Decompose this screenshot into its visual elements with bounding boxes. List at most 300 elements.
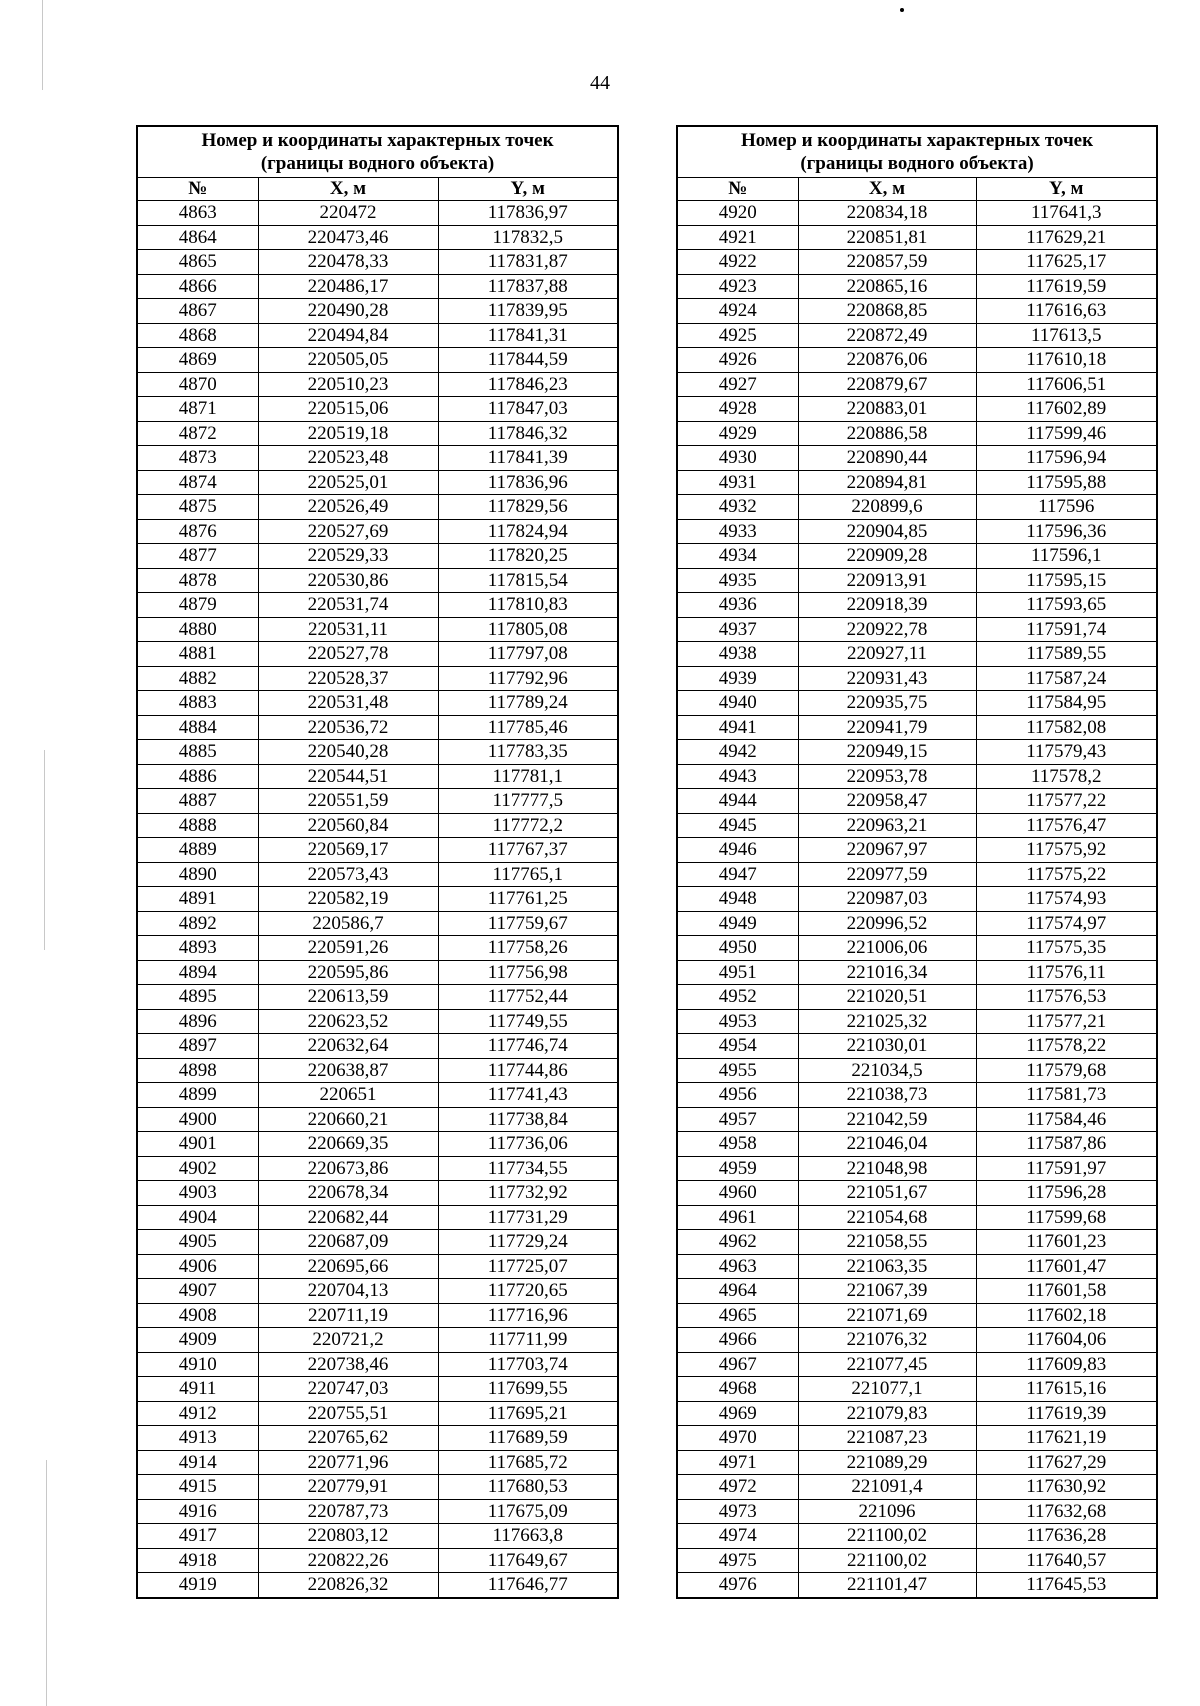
cell-y-coordinate: 117577,21 bbox=[976, 1009, 1157, 1034]
cell-x-coordinate: 220560,84 bbox=[258, 813, 438, 838]
cell-point-number: 4907 bbox=[137, 1279, 258, 1304]
cell-point-number: 4884 bbox=[137, 715, 258, 740]
cell-point-number: 4961 bbox=[677, 1205, 798, 1230]
cell-point-number: 4942 bbox=[677, 740, 798, 765]
cell-y-coordinate: 117756,98 bbox=[438, 960, 618, 985]
cell-y-coordinate: 117680,53 bbox=[438, 1475, 618, 1500]
cell-x-coordinate: 220987,03 bbox=[798, 887, 976, 912]
table-row bbox=[137, 1107, 618, 1132]
cell-y-coordinate: 117604,06 bbox=[976, 1328, 1157, 1353]
table-row bbox=[137, 691, 618, 716]
cell-y-coordinate: 117574,93 bbox=[976, 887, 1157, 912]
table-row bbox=[137, 1499, 618, 1524]
cell-y-coordinate: 117581,73 bbox=[976, 1083, 1157, 1108]
table-row bbox=[677, 1328, 1157, 1353]
cell-point-number: 4870 bbox=[137, 372, 258, 397]
table-row bbox=[677, 862, 1157, 887]
cell-x-coordinate: 221054,68 bbox=[798, 1205, 976, 1230]
cell-x-coordinate: 220771,96 bbox=[258, 1450, 438, 1475]
cell-x-coordinate: 220704,13 bbox=[258, 1279, 438, 1304]
cell-x-coordinate: 220678,34 bbox=[258, 1181, 438, 1206]
cell-y-coordinate: 117596,28 bbox=[976, 1181, 1157, 1206]
cell-y-coordinate: 117596,94 bbox=[976, 446, 1157, 471]
scan-artifact-line bbox=[46, 1460, 47, 1706]
cell-x-coordinate: 221020,51 bbox=[798, 985, 976, 1010]
cell-y-coordinate: 117621,19 bbox=[976, 1426, 1157, 1451]
table-row bbox=[677, 960, 1157, 985]
cell-point-number: 4953 bbox=[677, 1009, 798, 1034]
cell-x-coordinate: 220765,62 bbox=[258, 1426, 438, 1451]
table-row bbox=[137, 1548, 618, 1573]
cell-x-coordinate: 221067,39 bbox=[798, 1279, 976, 1304]
cell-point-number: 4891 bbox=[137, 887, 258, 912]
cell-x-coordinate: 220595,86 bbox=[258, 960, 438, 985]
cell-x-coordinate: 220894,81 bbox=[798, 470, 976, 495]
table-row bbox=[677, 789, 1157, 814]
cell-y-coordinate: 117640,57 bbox=[976, 1548, 1157, 1573]
table-row bbox=[677, 470, 1157, 495]
table-row bbox=[137, 642, 618, 667]
coordinates-table-right bbox=[676, 125, 1158, 1599]
cell-x-coordinate: 220673,86 bbox=[258, 1156, 438, 1181]
cell-x-coordinate: 220473,46 bbox=[258, 225, 438, 250]
cell-x-coordinate: 220922,78 bbox=[798, 617, 976, 642]
cell-y-coordinate: 117738,84 bbox=[438, 1107, 618, 1132]
cell-y-coordinate: 117663,8 bbox=[438, 1524, 618, 1549]
cell-x-coordinate: 220531,11 bbox=[258, 617, 438, 642]
cell-y-coordinate: 117613,5 bbox=[976, 323, 1157, 348]
cell-y-coordinate: 117732,92 bbox=[438, 1181, 618, 1206]
cell-x-coordinate: 221076,32 bbox=[798, 1328, 976, 1353]
cell-point-number: 4966 bbox=[677, 1328, 798, 1353]
cell-y-coordinate: 117601,47 bbox=[976, 1254, 1157, 1279]
cell-point-number: 4967 bbox=[677, 1352, 798, 1377]
cell-y-coordinate: 117629,21 bbox=[976, 225, 1157, 250]
cell-point-number: 4975 bbox=[677, 1548, 798, 1573]
cell-point-number: 4911 bbox=[137, 1377, 258, 1402]
cell-point-number: 4880 bbox=[137, 617, 258, 642]
table-row bbox=[677, 1524, 1157, 1549]
table-row bbox=[137, 250, 618, 275]
cell-x-coordinate: 220519,18 bbox=[258, 421, 438, 446]
cell-y-coordinate: 117746,74 bbox=[438, 1034, 618, 1059]
table-row bbox=[137, 1083, 618, 1108]
table-row bbox=[137, 568, 618, 593]
cell-point-number: 4905 bbox=[137, 1230, 258, 1255]
cell-y-coordinate: 117720,65 bbox=[438, 1279, 618, 1304]
cell-x-coordinate: 221051,67 bbox=[798, 1181, 976, 1206]
cell-x-coordinate: 220738,46 bbox=[258, 1352, 438, 1377]
cell-point-number: 4909 bbox=[137, 1328, 258, 1353]
table-row bbox=[137, 1573, 618, 1598]
cell-y-coordinate: 117645,53 bbox=[976, 1573, 1157, 1598]
cell-point-number: 4863 bbox=[137, 201, 258, 226]
cell-x-coordinate: 221042,59 bbox=[798, 1107, 976, 1132]
cell-point-number: 4865 bbox=[137, 250, 258, 275]
cell-y-coordinate: 117579,43 bbox=[976, 740, 1157, 765]
cell-point-number: 4930 bbox=[677, 446, 798, 471]
cell-point-number: 4960 bbox=[677, 1181, 798, 1206]
table-row bbox=[677, 397, 1157, 422]
table-row bbox=[677, 936, 1157, 961]
table-row bbox=[137, 617, 618, 642]
scan-speck bbox=[900, 8, 904, 12]
cell-x-coordinate: 220967,97 bbox=[798, 838, 976, 863]
cell-y-coordinate: 117646,77 bbox=[438, 1573, 618, 1598]
cell-point-number: 4910 bbox=[137, 1352, 258, 1377]
cell-x-coordinate: 220510,23 bbox=[258, 372, 438, 397]
cell-point-number: 4888 bbox=[137, 813, 258, 838]
cell-x-coordinate: 220904,85 bbox=[798, 519, 976, 544]
cell-x-coordinate: 220851,81 bbox=[798, 225, 976, 250]
column-header-number: № bbox=[137, 178, 258, 201]
cell-y-coordinate: 117744,86 bbox=[438, 1058, 618, 1083]
table-row bbox=[137, 299, 618, 324]
cell-point-number: 4919 bbox=[137, 1573, 258, 1598]
table-row bbox=[677, 813, 1157, 838]
cell-y-coordinate: 117599,68 bbox=[976, 1205, 1157, 1230]
cell-x-coordinate: 220531,48 bbox=[258, 691, 438, 716]
cell-x-coordinate: 220963,21 bbox=[798, 813, 976, 838]
cell-y-coordinate: 117589,55 bbox=[976, 642, 1157, 667]
cell-x-coordinate: 220857,59 bbox=[798, 250, 976, 275]
table-row bbox=[677, 495, 1157, 520]
cell-point-number: 4950 bbox=[677, 936, 798, 961]
cell-point-number: 4871 bbox=[137, 397, 258, 422]
table-row bbox=[677, 250, 1157, 275]
cell-x-coordinate: 220803,12 bbox=[258, 1524, 438, 1549]
cell-y-coordinate: 117844,59 bbox=[438, 348, 618, 373]
table-row bbox=[137, 1205, 618, 1230]
cell-y-coordinate: 117829,56 bbox=[438, 495, 618, 520]
cell-y-coordinate: 117578,22 bbox=[976, 1034, 1157, 1059]
cell-y-coordinate: 117792,96 bbox=[438, 666, 618, 691]
cell-y-coordinate: 117820,25 bbox=[438, 544, 618, 569]
cell-x-coordinate: 220573,43 bbox=[258, 862, 438, 887]
cell-point-number: 4951 bbox=[677, 960, 798, 985]
table-row bbox=[677, 299, 1157, 324]
cell-x-coordinate: 220536,72 bbox=[258, 715, 438, 740]
cell-x-coordinate: 220486,17 bbox=[258, 274, 438, 299]
cell-point-number: 4867 bbox=[137, 299, 258, 324]
cell-point-number: 4887 bbox=[137, 789, 258, 814]
cell-point-number: 4876 bbox=[137, 519, 258, 544]
cell-x-coordinate: 220918,39 bbox=[798, 593, 976, 618]
cell-x-coordinate: 221077,1 bbox=[798, 1377, 976, 1402]
cell-point-number: 4952 bbox=[677, 985, 798, 1010]
table-row bbox=[677, 1156, 1157, 1181]
cell-x-coordinate: 220865,16 bbox=[798, 274, 976, 299]
table-row bbox=[137, 666, 618, 691]
cell-point-number: 4941 bbox=[677, 715, 798, 740]
cell-point-number: 4924 bbox=[677, 299, 798, 324]
cell-point-number: 4872 bbox=[137, 421, 258, 446]
cell-point-number: 4954 bbox=[677, 1034, 798, 1059]
cell-point-number: 4925 bbox=[677, 323, 798, 348]
cell-y-coordinate: 117627,29 bbox=[976, 1450, 1157, 1475]
table-row bbox=[677, 887, 1157, 912]
cell-y-coordinate: 117602,89 bbox=[976, 397, 1157, 422]
table-row bbox=[677, 1034, 1157, 1059]
cell-point-number: 4877 bbox=[137, 544, 258, 569]
table-row bbox=[137, 1426, 618, 1451]
cell-point-number: 4957 bbox=[677, 1107, 798, 1132]
table-row bbox=[137, 764, 618, 789]
table-row bbox=[677, 642, 1157, 667]
cell-x-coordinate: 220977,59 bbox=[798, 862, 976, 887]
cell-point-number: 4964 bbox=[677, 1279, 798, 1304]
table-row bbox=[677, 201, 1157, 226]
cell-y-coordinate: 117736,06 bbox=[438, 1132, 618, 1157]
cell-y-coordinate: 117576,53 bbox=[976, 985, 1157, 1010]
table-row bbox=[677, 1499, 1157, 1524]
cell-y-coordinate: 117711,99 bbox=[438, 1328, 618, 1353]
table-row bbox=[677, 1181, 1157, 1206]
table-row bbox=[677, 666, 1157, 691]
cell-x-coordinate: 221046,04 bbox=[798, 1132, 976, 1157]
table-row bbox=[677, 1083, 1157, 1108]
cell-point-number: 4903 bbox=[137, 1181, 258, 1206]
cell-x-coordinate: 221089,29 bbox=[798, 1450, 976, 1475]
cell-y-coordinate: 117595,88 bbox=[976, 470, 1157, 495]
table-row bbox=[677, 617, 1157, 642]
cell-y-coordinate: 117741,43 bbox=[438, 1083, 618, 1108]
table-subtitle-line: (границы водного объекта) bbox=[260, 153, 495, 174]
cell-point-number: 4917 bbox=[137, 1524, 258, 1549]
cell-y-coordinate: 117577,22 bbox=[976, 789, 1157, 814]
cell-point-number: 4912 bbox=[137, 1401, 258, 1426]
cell-point-number: 4916 bbox=[137, 1499, 258, 1524]
cell-y-coordinate: 117789,24 bbox=[438, 691, 618, 716]
table-row bbox=[137, 446, 618, 471]
scan-artifact-line bbox=[44, 750, 45, 950]
cell-x-coordinate: 221077,45 bbox=[798, 1352, 976, 1377]
cell-point-number: 4973 bbox=[677, 1499, 798, 1524]
cell-x-coordinate: 220682,44 bbox=[258, 1205, 438, 1230]
table-row bbox=[137, 960, 618, 985]
cell-y-coordinate: 117619,39 bbox=[976, 1401, 1157, 1426]
cell-point-number: 4864 bbox=[137, 225, 258, 250]
cell-point-number: 4866 bbox=[137, 274, 258, 299]
cell-y-coordinate: 117579,68 bbox=[976, 1058, 1157, 1083]
cell-y-coordinate: 117630,92 bbox=[976, 1475, 1157, 1500]
table-row bbox=[677, 519, 1157, 544]
cell-y-coordinate: 117601,58 bbox=[976, 1279, 1157, 1304]
cell-point-number: 4965 bbox=[677, 1303, 798, 1328]
cell-point-number: 4874 bbox=[137, 470, 258, 495]
cell-y-coordinate: 117832,5 bbox=[438, 225, 618, 250]
cell-y-coordinate: 117797,08 bbox=[438, 642, 618, 667]
cell-x-coordinate: 220787,73 bbox=[258, 1499, 438, 1524]
table-row bbox=[137, 1377, 618, 1402]
cell-x-coordinate: 220687,09 bbox=[258, 1230, 438, 1255]
cell-point-number: 4945 bbox=[677, 813, 798, 838]
cell-point-number: 4955 bbox=[677, 1058, 798, 1083]
table-row bbox=[677, 421, 1157, 446]
cell-point-number: 4890 bbox=[137, 862, 258, 887]
cell-x-coordinate: 221101,47 bbox=[798, 1573, 976, 1598]
table-row bbox=[137, 593, 618, 618]
cell-x-coordinate: 220613,59 bbox=[258, 985, 438, 1010]
cell-y-coordinate: 117725,07 bbox=[438, 1254, 618, 1279]
cell-point-number: 4935 bbox=[677, 568, 798, 593]
cell-y-coordinate: 117609,83 bbox=[976, 1352, 1157, 1377]
cell-point-number: 4922 bbox=[677, 250, 798, 275]
cell-point-number: 4944 bbox=[677, 789, 798, 814]
cell-x-coordinate: 220883,01 bbox=[798, 397, 976, 422]
cell-point-number: 4906 bbox=[137, 1254, 258, 1279]
cell-y-coordinate: 117703,74 bbox=[438, 1352, 618, 1377]
cell-y-coordinate: 117584,46 bbox=[976, 1107, 1157, 1132]
cell-y-coordinate: 117602,18 bbox=[976, 1303, 1157, 1328]
cell-point-number: 4943 bbox=[677, 764, 798, 789]
cell-x-coordinate: 220525,01 bbox=[258, 470, 438, 495]
cell-point-number: 4931 bbox=[677, 470, 798, 495]
table-row bbox=[677, 691, 1157, 716]
cell-y-coordinate: 117593,65 bbox=[976, 593, 1157, 618]
cell-y-coordinate: 117685,72 bbox=[438, 1450, 618, 1475]
cell-y-coordinate: 117574,97 bbox=[976, 911, 1157, 936]
cell-y-coordinate: 117689,59 bbox=[438, 1426, 618, 1451]
cell-point-number: 4937 bbox=[677, 617, 798, 642]
cell-point-number: 4879 bbox=[137, 593, 258, 618]
cell-y-coordinate: 117578,2 bbox=[976, 764, 1157, 789]
table-row bbox=[677, 1475, 1157, 1500]
table-row bbox=[137, 1009, 618, 1034]
cell-y-coordinate: 117777,5 bbox=[438, 789, 618, 814]
cell-point-number: 4899 bbox=[137, 1083, 258, 1108]
cell-y-coordinate: 117836,96 bbox=[438, 470, 618, 495]
table-row bbox=[137, 862, 618, 887]
cell-y-coordinate: 117749,55 bbox=[438, 1009, 618, 1034]
cell-y-coordinate: 117619,59 bbox=[976, 274, 1157, 299]
cell-point-number: 4971 bbox=[677, 1450, 798, 1475]
table-row bbox=[137, 519, 618, 544]
cell-y-coordinate: 117636,28 bbox=[976, 1524, 1157, 1549]
cell-point-number: 4959 bbox=[677, 1156, 798, 1181]
table-row bbox=[677, 446, 1157, 471]
table-row bbox=[137, 397, 618, 422]
table-row bbox=[137, 1401, 618, 1426]
cell-y-coordinate: 117596,1 bbox=[976, 544, 1157, 569]
cell-x-coordinate: 220822,26 bbox=[258, 1548, 438, 1573]
cell-x-coordinate: 220747,03 bbox=[258, 1377, 438, 1402]
table-row bbox=[677, 764, 1157, 789]
cell-y-coordinate: 117734,55 bbox=[438, 1156, 618, 1181]
cell-y-coordinate: 117836,97 bbox=[438, 201, 618, 226]
cell-y-coordinate: 117765,1 bbox=[438, 862, 618, 887]
cell-x-coordinate: 220569,17 bbox=[258, 838, 438, 863]
cell-y-coordinate: 117695,21 bbox=[438, 1401, 618, 1426]
table-row bbox=[677, 1377, 1157, 1402]
cell-point-number: 4898 bbox=[137, 1058, 258, 1083]
cell-y-coordinate: 117615,16 bbox=[976, 1377, 1157, 1402]
cell-point-number: 4894 bbox=[137, 960, 258, 985]
cell-x-coordinate: 220834,18 bbox=[798, 201, 976, 226]
cell-y-coordinate: 117815,54 bbox=[438, 568, 618, 593]
cell-point-number: 4932 bbox=[677, 495, 798, 520]
table-row bbox=[677, 1450, 1157, 1475]
table-row bbox=[137, 495, 618, 520]
table-row bbox=[677, 1009, 1157, 1034]
cell-y-coordinate: 117575,22 bbox=[976, 862, 1157, 887]
cell-y-coordinate: 117781,1 bbox=[438, 764, 618, 789]
cell-x-coordinate: 221016,34 bbox=[798, 960, 976, 985]
cell-x-coordinate: 220530,86 bbox=[258, 568, 438, 593]
cell-point-number: 4958 bbox=[677, 1132, 798, 1157]
cell-y-coordinate: 117587,86 bbox=[976, 1132, 1157, 1157]
cell-x-coordinate: 220826,32 bbox=[258, 1573, 438, 1598]
cell-point-number: 4914 bbox=[137, 1450, 258, 1475]
cell-x-coordinate: 220755,51 bbox=[258, 1401, 438, 1426]
cell-x-coordinate: 220941,79 bbox=[798, 715, 976, 740]
cell-y-coordinate: 117641,3 bbox=[976, 201, 1157, 226]
table-row bbox=[137, 985, 618, 1010]
table-row bbox=[677, 1132, 1157, 1157]
cell-x-coordinate: 220551,59 bbox=[258, 789, 438, 814]
cell-y-coordinate: 117584,95 bbox=[976, 691, 1157, 716]
cell-point-number: 4933 bbox=[677, 519, 798, 544]
cell-y-coordinate: 117758,26 bbox=[438, 936, 618, 961]
cell-y-coordinate: 117675,09 bbox=[438, 1499, 618, 1524]
cell-x-coordinate: 220505,05 bbox=[258, 348, 438, 373]
cell-y-coordinate: 117846,32 bbox=[438, 421, 618, 446]
cell-x-coordinate: 220953,78 bbox=[798, 764, 976, 789]
cell-x-coordinate: 220494,84 bbox=[258, 323, 438, 348]
cell-x-coordinate: 221034,5 bbox=[798, 1058, 976, 1083]
cell-x-coordinate: 220472 bbox=[258, 201, 438, 226]
cell-x-coordinate: 221038,73 bbox=[798, 1083, 976, 1108]
cell-y-coordinate: 117841,39 bbox=[438, 446, 618, 471]
cell-x-coordinate: 220868,85 bbox=[798, 299, 976, 324]
table-title-line: Номер и координаты характерных точек bbox=[201, 130, 554, 151]
cell-x-coordinate: 221025,32 bbox=[798, 1009, 976, 1034]
cell-y-coordinate: 117591,74 bbox=[976, 617, 1157, 642]
table-row bbox=[677, 1426, 1157, 1451]
cell-x-coordinate: 221091,4 bbox=[798, 1475, 976, 1500]
cell-x-coordinate: 220651 bbox=[258, 1083, 438, 1108]
cell-x-coordinate: 220890,44 bbox=[798, 446, 976, 471]
page-number: 44 bbox=[590, 72, 610, 94]
table-row bbox=[677, 1107, 1157, 1132]
cell-y-coordinate: 117841,31 bbox=[438, 323, 618, 348]
cell-y-coordinate: 117610,18 bbox=[976, 348, 1157, 373]
table-row bbox=[137, 470, 618, 495]
table-row bbox=[677, 1279, 1157, 1304]
cell-y-coordinate: 117767,37 bbox=[438, 838, 618, 863]
cell-x-coordinate: 220909,28 bbox=[798, 544, 976, 569]
table-row bbox=[137, 1279, 618, 1304]
cell-y-coordinate: 117587,24 bbox=[976, 666, 1157, 691]
cell-y-coordinate: 117582,08 bbox=[976, 715, 1157, 740]
table-row bbox=[137, 323, 618, 348]
table-row bbox=[677, 985, 1157, 1010]
cell-x-coordinate: 221071,69 bbox=[798, 1303, 976, 1328]
table-row bbox=[137, 1524, 618, 1549]
table-row bbox=[137, 201, 618, 226]
cell-point-number: 4878 bbox=[137, 568, 258, 593]
cell-point-number: 4934 bbox=[677, 544, 798, 569]
cell-point-number: 4885 bbox=[137, 740, 258, 765]
cell-y-coordinate: 117601,23 bbox=[976, 1230, 1157, 1255]
cell-y-coordinate: 117729,24 bbox=[438, 1230, 618, 1255]
table-row bbox=[137, 225, 618, 250]
cell-x-coordinate: 220582,19 bbox=[258, 887, 438, 912]
cell-x-coordinate: 221006,06 bbox=[798, 936, 976, 961]
cell-x-coordinate: 220638,87 bbox=[258, 1058, 438, 1083]
table-row bbox=[137, 421, 618, 446]
table-row bbox=[137, 1181, 618, 1206]
